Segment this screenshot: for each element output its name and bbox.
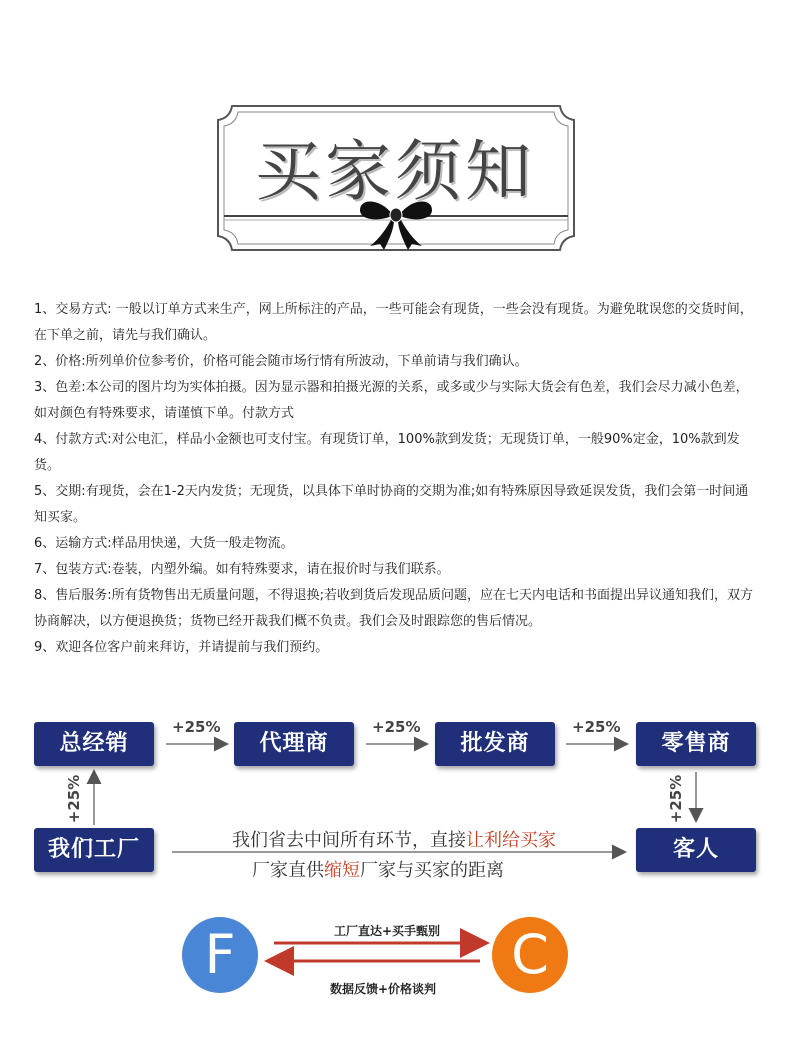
- customer-circle: C: [492, 917, 568, 993]
- notice-item: 3、色差:本公司的图片均为实体拍摄。因为显示器和拍摄光源的关系，或多或少与实际大货会有色差，我们会尽力减小色差，如对颜色有特殊要求，请谨慎下单。付款方式: [34, 380, 749, 421]
- banner-title: 买家须知: [255, 133, 535, 210]
- notice-item: 4、付款方式:对公电汇，样品小金额也可支付宝。有现货订单，100%款到发货；无现货订单，一般90%定金，10%款到发货。: [34, 432, 740, 473]
- fc-bottom-label: 数据反馈+价格谈判: [330, 982, 437, 996]
- notice-item: 9、欢迎各位客户前来拜访，并请提前与我们预约。: [34, 640, 329, 655]
- notice-item: 8、售后服务:所有货物售出无质量问题，不得退换;若收到货后发现品质问题，应在七天内电话和书面提出异议通知我们，双方协商解决，以方便退换货；货物已经开裁我们概不负责。我们会及时跟踪您的售后情况。: [34, 588, 754, 629]
- box-retailer: 零售商: [636, 722, 756, 766]
- markup-label: +25%: [65, 774, 84, 824]
- notice-item: 7、包装方式:卷装，内塑外编。如有特殊要求，请在报价时与我们联系。: [34, 562, 450, 577]
- markup-label: +25%: [572, 718, 621, 736]
- markup-label: +25%: [372, 718, 421, 736]
- markup-label: +25%: [172, 718, 221, 736]
- slogan-highlight: 缩短: [324, 860, 360, 881]
- notice-list: [34, 297, 756, 661]
- box-agent: 代理商: [234, 722, 354, 766]
- notice-item: 5、交期:有现货，会在1-2天内发货；无现货，以具体下单时协商的交期为准;如有特殊原因导致延误发货，我们会第一时间通知买家。: [34, 484, 749, 525]
- slogan-text: 我们省去中间所有环节，直接: [232, 830, 466, 851]
- slogan-text: 厂家与买家的距离: [360, 860, 504, 881]
- box-customer: 客人: [636, 828, 756, 872]
- box-factory: 我们工厂: [34, 828, 154, 872]
- notice-item: 2、价格:所列单价位参考价，价格可能会随市场行情有所波动，下单前请与我们确认。: [34, 354, 528, 369]
- factory-circle: F: [182, 917, 258, 993]
- slogan-highlight: 让利给买家: [466, 830, 556, 851]
- slogan-line-1: [232, 826, 556, 852]
- notice-item: 6、运输方式:样品用快递，大货一般走物流。: [34, 536, 294, 551]
- notice-item: 1、交易方式: 一般以订单方式来生产，网上所标注的产品，一些可能会有现货，一些会没有现货。为避免耽误您的交货时间，在下单之前，请先与我们确认。: [34, 302, 753, 343]
- slogan-text: 厂家直供: [252, 860, 324, 881]
- fc-top-label: 工厂直达+买手甄别: [334, 924, 441, 938]
- box-distributor: 总经销: [34, 722, 154, 766]
- slogan-line-2: [252, 856, 504, 882]
- markup-label: +25%: [667, 774, 686, 824]
- box-wholesaler: 批发商: [435, 722, 555, 766]
